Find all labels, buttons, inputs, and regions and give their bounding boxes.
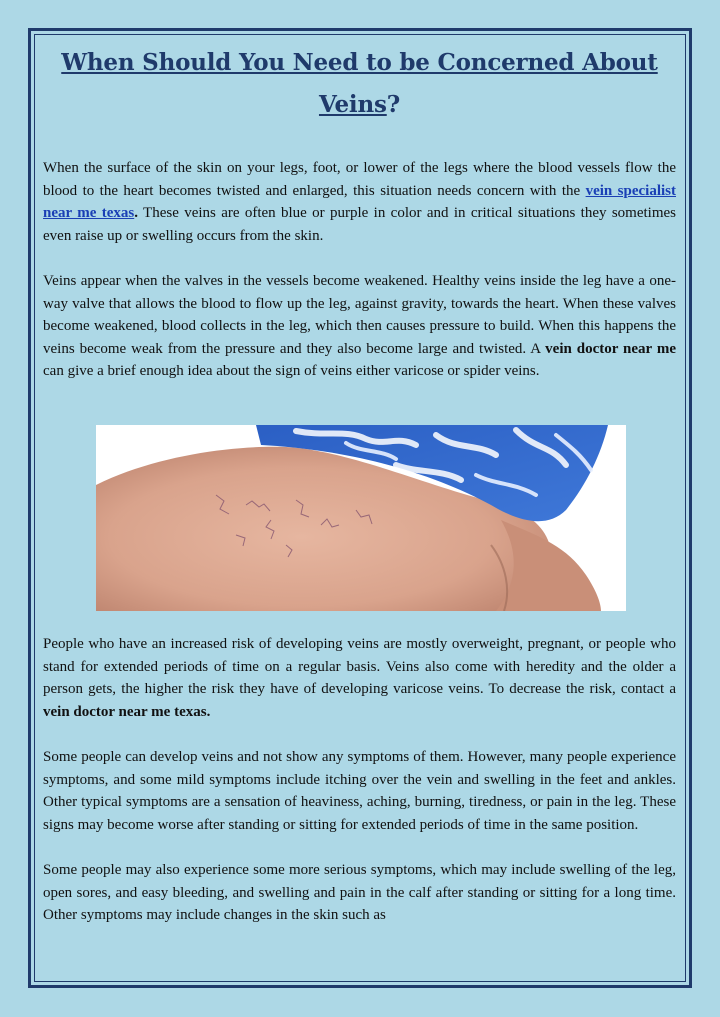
paragraph-5: Some people may also experience some more serious symptoms, which may include swelling of the leg, open sores, and easy bleeding, and swelling and pain in the calf after standing or sitting for a long time. Other symptoms may include changes in the skin such as [43, 862, 676, 923]
paragraph-4: Some people can develop veins and not show any symptoms of them. However, many people experience symptoms, and some mild symptoms include itching over the vein and swelling in the feet and ankles. Other typical symptoms are a sensation of heaviness, aching, burning, tiredness, or pain in the leg. These signs may become worse after standing or sitting for extended periods of time in the same position. [43, 749, 676, 833]
vein-doctor-texas-keyword: vein doctor near me texas. [43, 703, 211, 720]
vein-doctor-keyword: vein doctor near me [545, 340, 676, 357]
title-question-mark: ? [386, 91, 401, 118]
title-line-1: When Should You Need to be Concerned About [61, 49, 658, 76]
article-title [43, 42, 676, 126]
paragraph-2: Veins appear when the valves in the vessels become weakened. Healthy veins inside the leg have a one-way valve that allows the blood to flow up the leg, against gravity, towards the heart. When these valves become weakened, blood collects in the leg, which then causes pressure to build. When this happens the veins become weak from the pressure and they also become large and twisted. A vein doctor near me can give a brief enough idea about the sign of veins either varicose or spider veins. [43, 273, 676, 379]
leg-photo [96, 425, 626, 611]
paragraph-3: People who have an increased risk of developing veins are mostly overweight, pregnant, or people who stand for extended periods of time on a regular basis. Veins also come with heredity and the older a person gets, the higher the risk they have of developing varicose veins. To decrease the risk, contact a vein doctor near me texas. [43, 636, 676, 720]
vein-specialist-link[interactable]: vein specialist near me texas [43, 182, 676, 221]
article [43, 42, 676, 383]
paragraph-1: When the surface of the skin on your legs, foot, or lower of the legs where the blood vessels flow the blood to the heart becomes twisted and enlarged, this situation needs concern with the vein specialist near me texas. These veins are often blue or purple in color and in critical situations they sometimes even raise up or swelling occurs from the skin. [43, 160, 677, 244]
title-line-2: Veins [318, 91, 387, 118]
article-continued [43, 633, 676, 927]
